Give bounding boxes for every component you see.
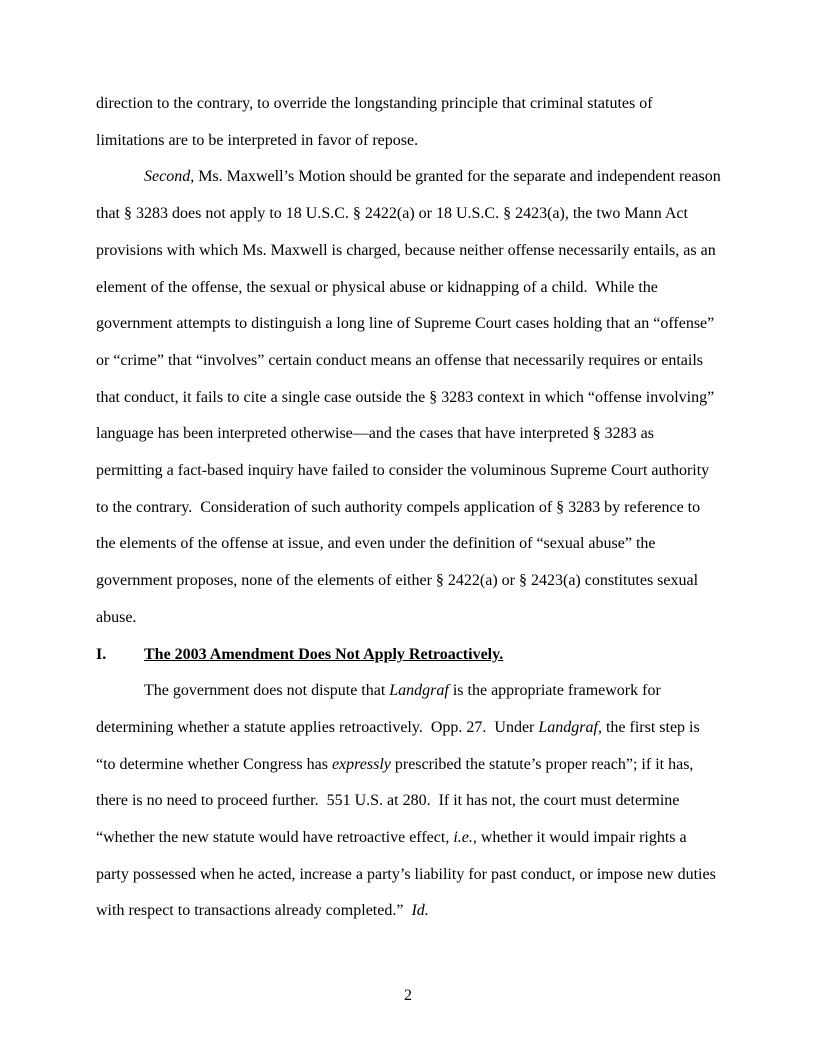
paragraph-text: prescribed the statute’s proper reach”; if it has, there is no need to proceed further. 551 U.S. at 280. If it has not, the court must determine “whether the new statute would have retroactive effect, [96,755,698,847]
emphasis-italic: i.e., [453,829,477,847]
paragraph-text: the first step is “to determine whether Congress has [96,718,704,773]
page-number: 2 [404,987,412,1004]
citation-italic: Id. [411,902,429,920]
paragraph-text: whether it would impair rights a party possessed when he acted, increase a party’s liability for past conduct, or impose new duties with respect to transactions already completed.” [96,829,720,920]
paragraph-text: direction to the contrary, to override the longstanding principle that criminal statutes of limitations are to be interpreted in favor of repose. [96,95,657,149]
paragraph-text: Ms. Maxwell’s Motion should be granted for the separate and independent reason that § 3283 does not apply to 18 U.S.C. § 2422(a) or 18 U.S.C. § 2423(a), the two Mann Act provisions with which Ms. Maxwell is charged, because neither offense necessarily entails, as an element of the offense, the sexual or physical abuse or kidnapping of a child. While the government attempts to distinguish a long line of Supreme Court cases holding that an “offense” or “crime” that “involves” certain conduct means an offense that necessarily requires or entails that conduct, it fails to cite a single case outside the § 3283 context in which “offense involving” language has been interpreted otherwise—and the cases that have interpreted § 3283 as permitting a fact-based inquiry have failed to consider the voluminous Supreme Court authority to the contrary. Consideration of such authority compels application of § 3283 by reference to the elements of the offense at issue, and even under the definition of “sexual abuse” the government proposes, none of the elements of either § 2422(a) or § 2423(a) constitutes sexual abuse. [96,168,725,626]
body-paragraph-landgraf [96,673,721,930]
emphasis-italic: expressly [331,755,391,773]
body-paragraph-second-argument [96,159,725,636]
paragraph-text-italic: Second, [144,168,195,186]
case-name-italic: Landgraf, [538,718,602,736]
section-heading [96,637,721,674]
section-heading-number: I. [96,645,107,663]
paragraph-text: The government does not dispute that [144,682,390,700]
case-name-italic: Landgraf [389,682,449,700]
page-footer [0,986,816,1006]
document-body [96,86,725,930]
section-heading-title: The 2003 Amendment Does Not Apply Retroactively. [144,645,504,663]
body-paragraph-continuation [96,86,721,159]
paragraph-text: is the appropriate framework for determining whether a statute applies retroactively. Opp. 27. Under [96,682,665,736]
